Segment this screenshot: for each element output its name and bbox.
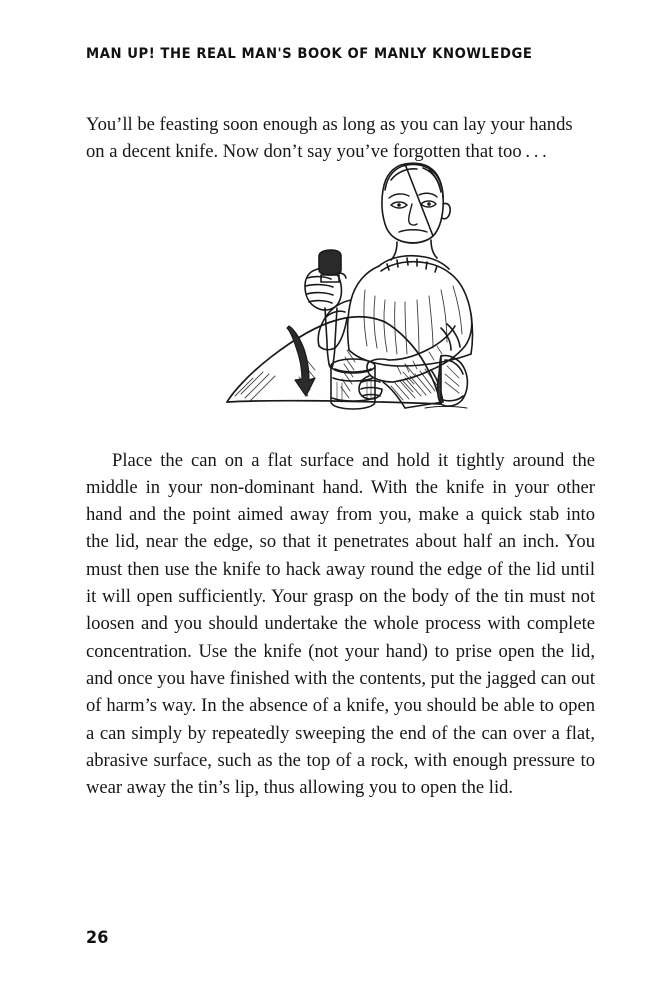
- ground-line: [425, 407, 467, 409]
- arm-hatching: [397, 346, 442, 374]
- trouser-hatching: [391, 369, 439, 400]
- rock-hatching: [235, 350, 415, 401]
- torso-sweater: [348, 266, 473, 366]
- man-stabbing-can-with-knife-illustration: [219, 150, 481, 412]
- boot-hatching: [445, 366, 459, 393]
- face-features: [389, 193, 437, 243]
- intro-paragraph: You’ll be feasting soon enough as long as you can lay your hands on a decent knife. Now don’t say you’ve forgotten that too . . .: [86, 113, 573, 163]
- body-paragraph: Place the can on a flat surface and hold it tightly around the middle in your non-dominant hand. With the knife in your other hand and the point aimed away from you, make a quick stab into the lid, near the edge, so that it penetrates about half an inch. You must then use the knife to hack away round the edge of the lid until it will open sufficiently. Your grasp on the body of the tin must not loosen and you should undertake the whole process with complete concentration. Use the knife (not your hand) to prise open the lid, and once you have finished with the contents, put the jagged can out of harm’s way. In the absence of a knife, you should be able to open a can simply by repeatedly sweeping the end of the can over a flat, abrasive surface, such as the top of a rock, with enough pressure to wear away the tin’s lip, thus allowing you to open the lid.: [86, 449, 595, 799]
- head-shape: [382, 163, 450, 243]
- neck-and-collar: [379, 240, 451, 274]
- page-number: 26: [86, 928, 109, 948]
- running-header: MAN UP! THE REAL MAN'S BOOK OF MANLY KNOWLEDGE: [86, 46, 533, 62]
